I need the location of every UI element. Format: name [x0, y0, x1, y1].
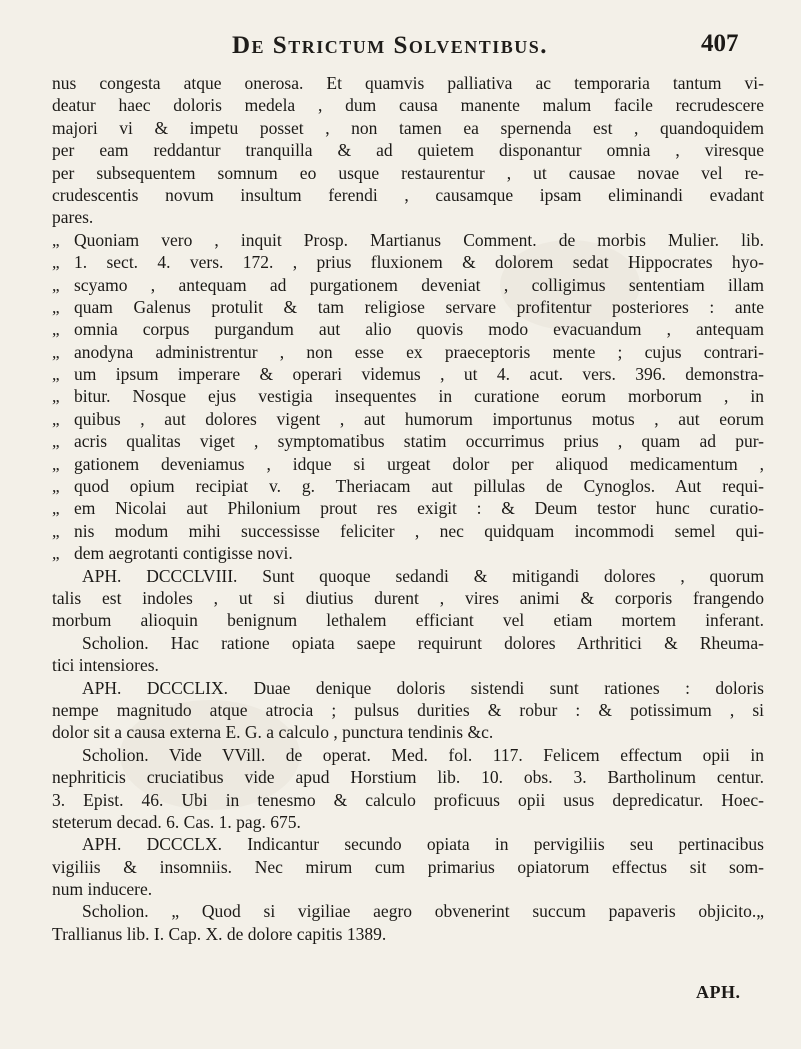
- line-text: Scholion. „ Quod si vigiliae aegro obvenerint succum papaveris objicito.„: [82, 901, 764, 922]
- text-line: [52, 497, 764, 519]
- line-text: dem aegrotanti contigisse novi.: [74, 543, 293, 564]
- line-text: steterum decad. 6. Cas. 1. pag. 675.: [52, 811, 301, 832]
- quotation-mark: „: [52, 521, 60, 541]
- text-line: [52, 833, 764, 855]
- line-text: nempe magnitudo atque atrocia ; pulsus durities & robur : & potissimum , si: [52, 699, 764, 720]
- quotation-mark: „: [52, 499, 60, 519]
- text-line: [52, 856, 764, 878]
- line-text: dolor sit a causa externa E. G. a calculo , punctura tendinis &c.: [52, 722, 494, 743]
- running-head: De Strictum Solventibus.: [232, 32, 549, 59]
- line-text: acris qualitas viget , symptomatibus statim occurrimus prius , quam ad pur-: [74, 431, 764, 452]
- text-line: [52, 789, 764, 811]
- line-text: APH. DCCCLIX. Duae denique doloris sistendi sunt rationes : doloris: [82, 677, 764, 698]
- line-text: quibus , aut dolores vigent , aut humorum importunus motus , aut eorum: [74, 408, 764, 429]
- text-line: [52, 609, 764, 631]
- page-header: [232, 28, 652, 64]
- text-line: [52, 162, 764, 184]
- line-text: nus congesta atque onerosa. Et quamvis palliativa ac temporaria tantum vi-: [52, 73, 764, 93]
- line-text: Scholion. Vide VVill. de operat. Med. fol. 117. Felicem effectum opii in: [82, 744, 764, 765]
- text-line: [52, 363, 764, 385]
- quotation-mark: „: [52, 297, 60, 317]
- quotation-mark: „: [52, 275, 60, 295]
- line-text: nis modum mihi successisse feliciter , nec quidquam incommodi semel qui-: [74, 520, 764, 541]
- page-number: 407: [701, 30, 739, 57]
- line-text: gationem deveniamus , idque si urgeat dolor per aliquod medicamentum ,: [74, 453, 764, 474]
- line-text: deatur haec doloris medela , dum causa manente malum facile recrudescere: [52, 95, 764, 116]
- line-text: anodyna administrentur , non esse ex praeceptoris mente ; cujus contrari-: [74, 341, 764, 362]
- text-line: [52, 766, 764, 788]
- quotation-mark: „: [52, 320, 60, 340]
- catchword: APH.: [696, 982, 741, 1002]
- quotation-mark: „: [52, 253, 60, 273]
- quotation-mark: „: [52, 432, 60, 452]
- line-text: num inducere.: [52, 879, 153, 900]
- text-line: [52, 408, 764, 430]
- line-text: talis est indoles , ut si diutius durent , vires animi & corporis frangendo: [52, 587, 764, 608]
- line-text: APH. DCCCLVIII. Sunt quoque sedandi & mitigandi dolores , quorum: [82, 565, 764, 586]
- text-line: [52, 520, 764, 542]
- line-text: um ipsum imperare & operari videmus , ut 4. acut. vers. 396. demonstra-: [74, 364, 764, 385]
- text-line: [52, 139, 764, 161]
- quotation-mark: „: [52, 477, 60, 497]
- line-text: pares.: [52, 207, 94, 228]
- line-text: Trallianus lib. I. Cap. X. de dolore capitis 1389.: [52, 923, 387, 944]
- text-line: [52, 900, 764, 922]
- text-line: [52, 721, 764, 743]
- line-text: bitur. Nosque ejus vestigia insequentes in curatione eorum morborum , in: [74, 386, 764, 407]
- text-line: [52, 565, 764, 587]
- text-line: [52, 94, 764, 116]
- text-line: [52, 274, 764, 296]
- text-line: [52, 296, 764, 318]
- line-text: em Nicolai aut Philonium prout res exigit : & Deum testor hunc curatio-: [74, 498, 764, 519]
- text-line: [52, 184, 764, 206]
- line-text: 1. sect. 4. vers. 172. , prius fluxionem & dolorem sedat Hippocrates hyo-: [74, 252, 764, 273]
- text-line: [52, 475, 764, 497]
- text-line: [52, 229, 764, 251]
- text-body: [52, 72, 764, 945]
- line-text: omnia corpus purgandum aut alio quovis modo evacuandum , antequam: [74, 319, 764, 340]
- line-text: crudescentis novum insultum ferendi , causamque ipsam eliminandi evadant: [52, 184, 764, 205]
- quotation-mark: „: [52, 387, 60, 407]
- text-line: [52, 72, 764, 94]
- text-line: [52, 341, 764, 363]
- line-text: majori vi & impetu posset , non tamen ea spernenda est , quandoquidem: [52, 117, 764, 138]
- text-line: [52, 587, 764, 609]
- line-text: APH. DCCCLX. Indicantur secundo opiata in pervigiliis seu pertinacibus: [82, 834, 764, 855]
- line-text: tici intensiores.: [52, 655, 159, 676]
- text-line: [52, 923, 764, 945]
- quotation-mark: „: [52, 544, 60, 564]
- text-line: [52, 453, 764, 475]
- line-text: nephriticis cruciatibus vide apud Horstium lib. 10. obs. 3. Bartholinum centur.: [52, 767, 764, 788]
- line-text: vigiliis & insomniis. Nec mirum cum primarius opiatorum effectus sit som-: [52, 856, 764, 877]
- text-line: [52, 811, 764, 833]
- text-line: [52, 117, 764, 139]
- text-line: [52, 542, 764, 564]
- text-line: [52, 878, 764, 900]
- line-text: scyamo , antequam ad purgationem deveniat , colligimus sententiam illam: [74, 274, 764, 295]
- text-line: [52, 385, 764, 407]
- quotation-mark: „: [52, 409, 60, 429]
- line-text: 3. Epist. 46. Ubi in tenesmo & calculo proficuus opii usus depredicatur. Hoec-: [52, 789, 764, 810]
- line-text: quam Galenus protulit & tam religiose servare profitentur posteriores : ante: [74, 296, 764, 317]
- text-line: [52, 654, 764, 676]
- text-line: [52, 744, 764, 766]
- text-line: [52, 251, 764, 273]
- quotation-mark: „: [52, 365, 60, 385]
- quotation-mark: „: [52, 342, 60, 362]
- text-line: [52, 699, 764, 721]
- quotation-mark: „: [52, 454, 60, 474]
- line-text: per eam reddantur tranquilla & ad quietem disponantur omnia , viresque: [52, 140, 764, 161]
- line-text: Quoniam vero , inquit Prosp. Martianus Comment. de morbis Mulier. lib.: [74, 229, 764, 250]
- text-line: [52, 632, 764, 654]
- text-line: [52, 430, 764, 452]
- text-line: [52, 677, 764, 699]
- line-text: morbum alioquin benignum lethalem efficiant vel etiam mortem inferant.: [52, 610, 764, 631]
- text-line: [52, 206, 764, 228]
- text-line: [52, 318, 764, 340]
- line-text: per subsequentem somnum eo usque restaurentur , ut causae novae vel re-: [52, 162, 764, 183]
- line-text: quod opium recipiat v. g. Theriacam aut pillulas de Cynoglos. Aut requi-: [74, 476, 764, 497]
- line-text: Scholion. Hac ratione opiata saepe requirunt dolores Arthritici & Rheuma-: [82, 632, 764, 653]
- quotation-mark: „: [52, 230, 60, 250]
